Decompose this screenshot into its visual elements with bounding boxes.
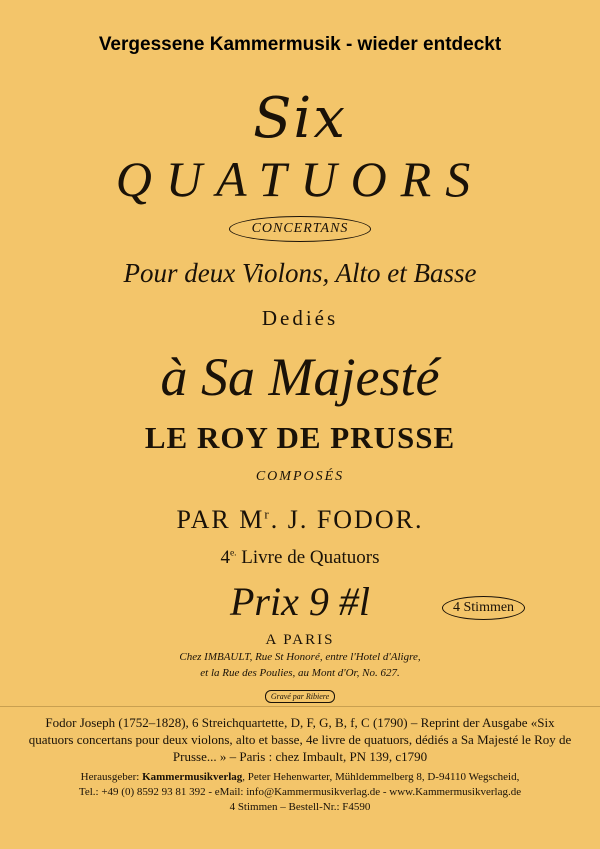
par-sup: r	[264, 506, 271, 522]
publisher-label: Herausgeber:	[80, 771, 140, 783]
order-number: 4 Stimmen – Bestell-Nr.: F4590	[229, 801, 371, 813]
title-six: Six	[253, 86, 347, 151]
publisher-block	[10, 770, 590, 815]
livre-num: 4	[220, 547, 230, 568]
par-prefix: PAR M	[176, 505, 265, 534]
series-title: Vergessene Kammermusik - wieder entdeckt	[98, 34, 502, 55]
description: Fodor Joseph (1752–1828), 6 Streichquartette, D, F, G, B, f, C (1790) – Reprint der Ausgabe «Six quatuors concertans pour deux violons, alto et basse, 4e livre de quatuors, dédiés a Sa Majesté le Roy de Prusse... » – Paris : chez Imbault, PN 139, c1790	[28, 715, 572, 764]
engraver: Gravé par Ribiere	[265, 690, 335, 703]
title-quatuors: QUATUORS	[115, 151, 485, 207]
instrumentation: Pour deux Violons, Alto et Basse	[123, 258, 477, 288]
dedication-majeste: à Sa Majesté	[160, 347, 440, 407]
composes-label: COMPOSÉS	[255, 469, 345, 484]
address-line-1: Chez IMBAULT, Rue St Honoré, entre l'Hotel d'Aligre,	[179, 651, 421, 663]
livre-sup: e.	[229, 548, 237, 559]
engraver-cartouche	[0, 686, 600, 704]
address-line-2: et la Rue des Poulies, au Mont d'Or, No. 627.	[200, 667, 400, 679]
dedication-label: Dediés	[261, 306, 339, 330]
stimmen-badge: 4 Stimmen	[442, 596, 525, 620]
dedicatee: LE ROY DE PRUSSE	[144, 420, 456, 455]
concertans-cartouche	[0, 216, 600, 242]
livre-text: Livre de Quatuors	[236, 547, 380, 568]
composer-line	[0, 505, 600, 535]
divider	[0, 706, 600, 707]
publisher-name: Kammermusikverlag	[142, 771, 243, 783]
price: Prix 9 #l	[230, 579, 370, 624]
composer-name: . J. FODOR.	[270, 505, 424, 534]
place: A PARIS	[265, 632, 335, 648]
publisher-line	[10, 770, 590, 785]
publisher-contact: Tel.: +49 (0) 8592 93 81 392 - eMail: info@Kammermusikverlag.de - www.Kammermusikverlag.de	[78, 786, 522, 798]
publisher-address: , Peter Hehenwarter, Mühldemmelberg 8, D-94110 Wegscheid,	[242, 771, 520, 783]
title-concertans: CONCERTANS	[229, 216, 372, 242]
book-line	[0, 547, 600, 569]
